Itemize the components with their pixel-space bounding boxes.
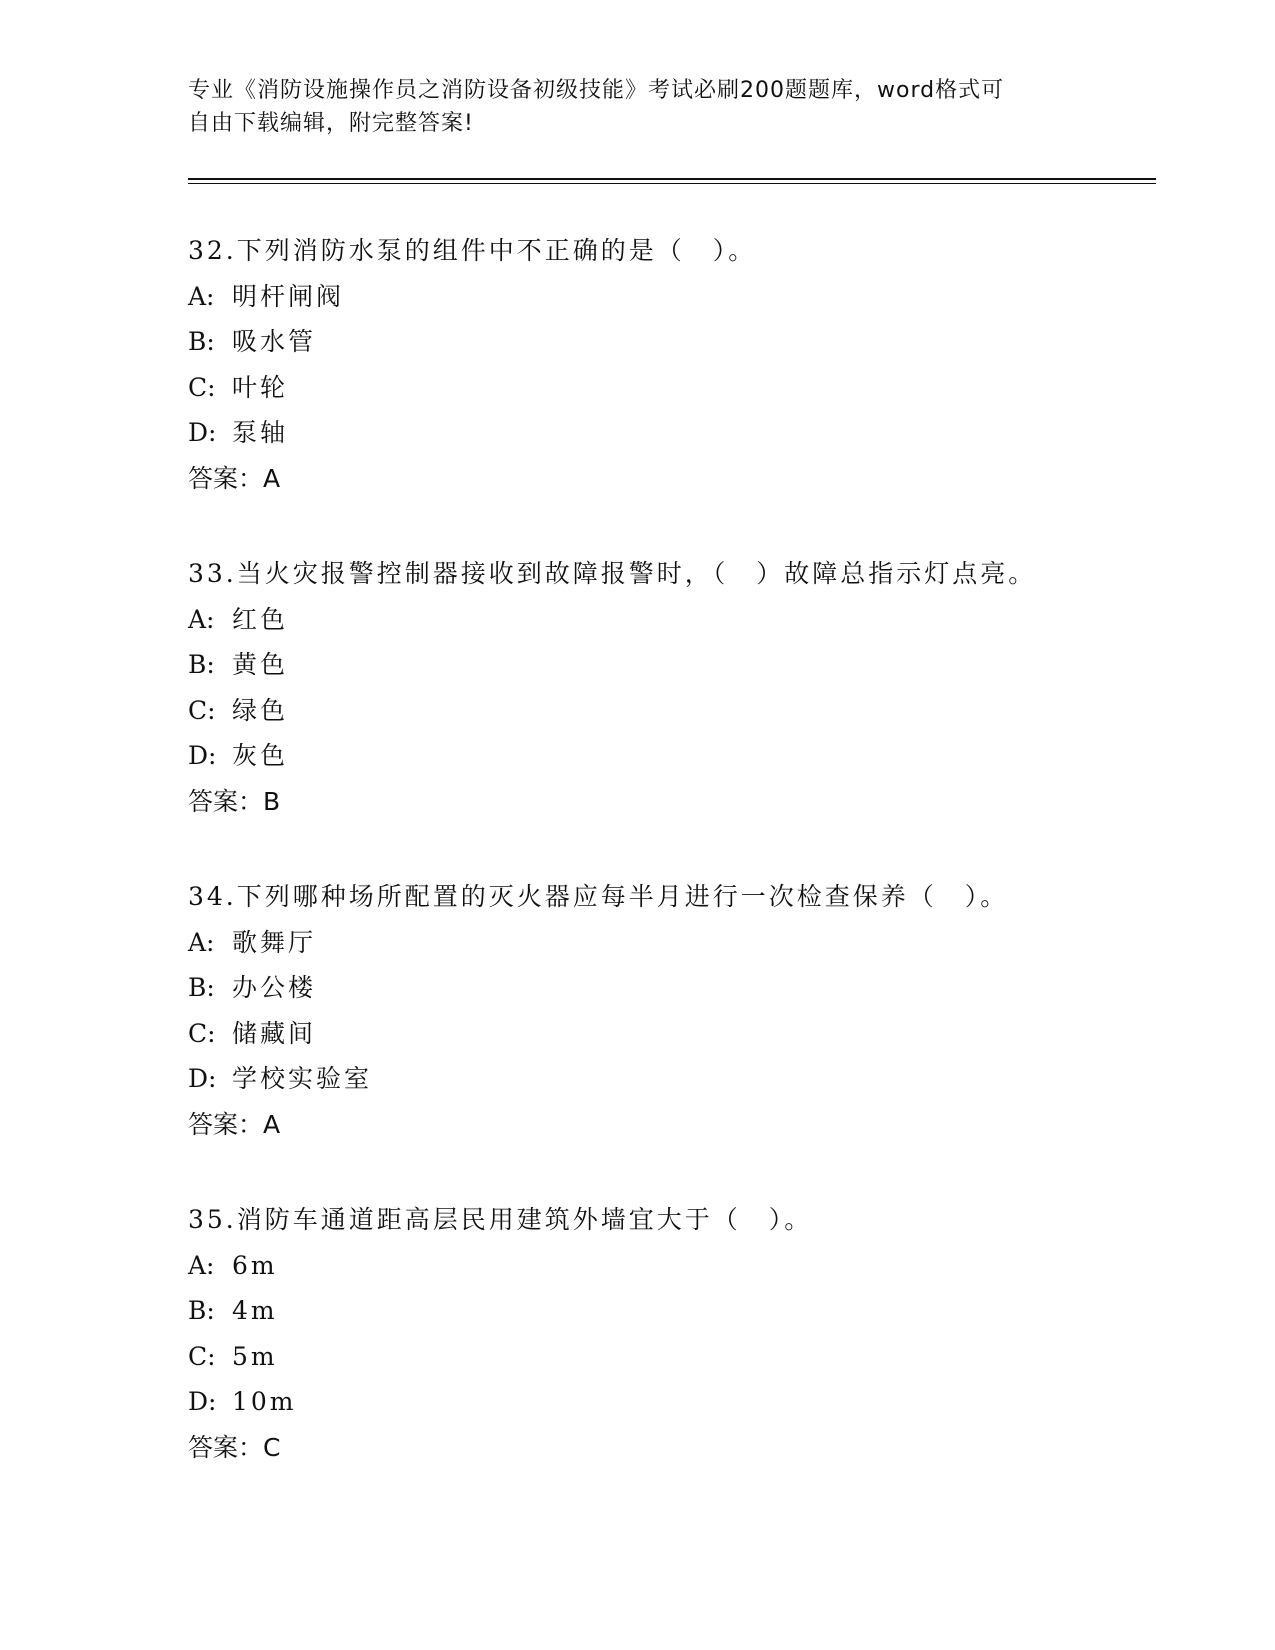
option-text: 泵轴 <box>232 418 289 447</box>
option-text: 歌舞厅 <box>232 927 317 957</box>
answer-label: 答案： <box>188 463 264 493</box>
option-letter: B: <box>188 1296 215 1325</box>
option-a <box>188 597 1148 643</box>
option-letter: B: <box>188 973 215 1002</box>
question-stem: 35.消防车通道距高层民用建筑外墙宜大于（ ）。 <box>188 1205 813 1234</box>
option-letter: C: <box>188 1018 216 1048</box>
option-letter: C: <box>188 372 216 402</box>
answer-line <box>188 1102 1148 1148</box>
question-35 <box>188 1197 1148 1470</box>
option-text: 黄色 <box>232 650 289 679</box>
option-letter: A: <box>188 604 215 634</box>
header-divider-thick <box>188 178 1156 180</box>
answer-line <box>188 1425 1148 1471</box>
option-letter: D: <box>188 1387 217 1416</box>
option-text: 叶轮 <box>232 372 289 402</box>
question-stem: 32.下列消防水泵的组件中不正确的是（ ）。 <box>188 236 757 265</box>
question-34 <box>188 874 1148 1147</box>
option-d <box>188 733 1148 779</box>
option-letter: A: <box>188 927 215 957</box>
option-letter: D: <box>188 1064 217 1093</box>
option-b <box>188 1288 1148 1334</box>
answer-label: 答案： <box>188 786 264 816</box>
header-line-1: 专业《消防设施操作员之消防设备初级技能》考试必刷200题题库，word格式可 <box>188 78 1005 103</box>
header-divider-thin <box>188 183 1156 184</box>
answer-value: A <box>263 1109 281 1139</box>
option-text: 储藏间 <box>232 1018 317 1048</box>
option-c <box>188 1334 1148 1380</box>
option-b <box>188 319 1148 365</box>
option-text: 5m <box>232 1341 278 1371</box>
option-text: 绿色 <box>232 695 289 725</box>
option-letter: C: <box>188 1341 216 1371</box>
header-line-2: 自由下载编辑，附完整答案! <box>188 111 474 136</box>
option-letter: C: <box>188 695 216 725</box>
option-d <box>188 1379 1148 1425</box>
option-text: 灰色 <box>232 741 289 770</box>
answer-line <box>188 456 1148 502</box>
option-c <box>188 1011 1148 1057</box>
option-text: 吸水管 <box>232 327 317 356</box>
question-stem: 33.当火灾报警控制器接收到故障报警时，（ ）故障总指示灯点亮。 <box>188 559 1037 588</box>
option-letter: D: <box>188 418 217 447</box>
option-text: 办公楼 <box>232 973 317 1002</box>
answer-label: 答案： <box>188 1109 264 1139</box>
option-c <box>188 688 1148 734</box>
option-d <box>188 410 1148 456</box>
option-text: 10m <box>232 1387 297 1416</box>
option-b <box>188 965 1148 1011</box>
option-text: 明杆闸阀 <box>232 281 345 311</box>
option-letter: B: <box>188 327 215 356</box>
question-stem: 34.下列哪种场所配置的灭火器应每半月进行一次检查保养（ ）。 <box>188 882 1009 911</box>
answer-line <box>188 779 1148 825</box>
option-letter: A: <box>188 281 215 311</box>
question-33 <box>188 551 1148 824</box>
document-header <box>188 74 1088 140</box>
option-a <box>188 274 1148 320</box>
answer-value: B <box>263 786 281 816</box>
option-text: 红色 <box>232 604 289 634</box>
option-a <box>188 920 1148 966</box>
option-letter: B: <box>188 650 215 679</box>
option-d <box>188 1056 1148 1102</box>
answer-value: A <box>263 463 281 493</box>
option-text: 学校实验室 <box>232 1064 373 1093</box>
option-c <box>188 365 1148 411</box>
option-text: 6m <box>232 1250 278 1280</box>
answer-label: 答案： <box>188 1432 264 1462</box>
option-a <box>188 1243 1148 1289</box>
option-text: 4m <box>232 1296 278 1325</box>
question-32 <box>188 228 1148 501</box>
option-letter: D: <box>188 741 217 770</box>
option-letter: A: <box>188 1250 215 1280</box>
answer-value: C <box>263 1432 281 1462</box>
option-b <box>188 642 1148 688</box>
